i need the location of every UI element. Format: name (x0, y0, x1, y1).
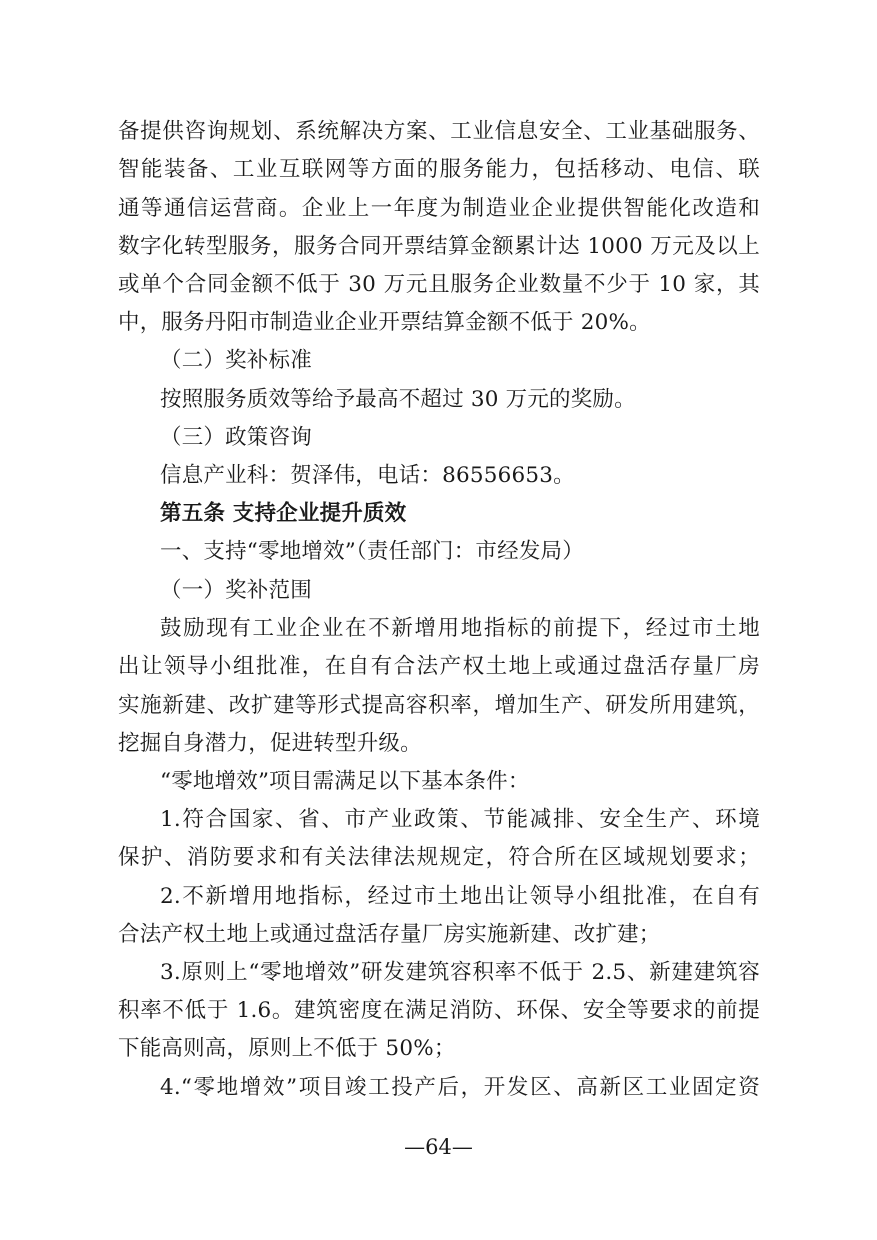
list-item-line: 2.不新增用地指标，经过市土地出让领导小组批准，在自有 (160, 884, 760, 909)
section-subheading: （一）奖补范围 (160, 578, 312, 603)
page-number: —64— (404, 1135, 473, 1159)
list-item-line: 1.符合国家、省、市产业政策、节能减排、安全生产、环境 (160, 807, 760, 832)
body-text-line: 备提供咨询规划、系统解决方案、工业信息安全、工业基础服务、 (118, 119, 760, 144)
section-subheading: （三）政策咨询 (160, 425, 312, 450)
body-text-line: 挖掘自身潜力，促进转型升级。 (118, 731, 422, 756)
body-text-line: 鼓励现有工业企业在不新增用地指标的前提下，经过市土地 (160, 616, 760, 641)
list-item-line: 3.原则上“零地增效”研发建筑容积率不低于 2.5、新建建筑容 (160, 960, 760, 985)
body-text-line: 中，服务丹阳市制造业企业开票结算金额不低于 20%。 (118, 310, 651, 335)
body-text-line: 实施新建、改扩建等形式提高容积率，增加生产、研发所用建筑， (118, 693, 760, 718)
list-item-line: 4.“零地增效”项目竣工投产后，开发区、高新区工业固定资 (160, 1075, 760, 1100)
body-text-line: 数字化转型服务，服务合同开票结算金额累计达 1000 万元及以上 (118, 234, 760, 259)
body-text-line: 出让领导小组批准，在自有合法产权土地上或通过盘活存量厂房 (118, 654, 760, 679)
section-subheading: （二）奖补标准 (160, 348, 312, 373)
body-text-line: “零地增效”项目需满足以下基本条件： (160, 769, 530, 794)
section-heading: 一、支持“零地增效”（责任部门：市经发局） (160, 539, 584, 564)
body-text-line: 或单个合同金额不低于 30 万元且服务企业数量不少于 10 家，其 (118, 272, 760, 297)
list-item-line: 积率不低于 1.6。建筑密度在满足消防、环保、安全等要求的前提 (118, 998, 760, 1023)
body-text-line: 按照服务质效等给予最高不超过 30 万元的奖励。 (160, 387, 636, 412)
list-item-line: 下能高则高，原则上不低于 50%； (118, 1036, 456, 1061)
contact-line: 信息产业科：贺泽伟，电话：86556653。 (160, 463, 575, 488)
body-text-line: 智能装备、工业互联网等方面的服务能力，包括移动、电信、联 (118, 157, 760, 182)
article-heading: 第五条 支持企业提升质效 (160, 501, 407, 526)
list-item-line: 合法产权土地上或通过盘活存量厂房实施新建、改扩建； (118, 922, 661, 947)
list-item-line: 保护、消防要求和有关法律法规规定，符合所在区域规划要求； (118, 845, 760, 870)
body-text-line: 通等通信运营商。企业上一年度为制造业企业提供智能化改造和 (118, 196, 760, 221)
